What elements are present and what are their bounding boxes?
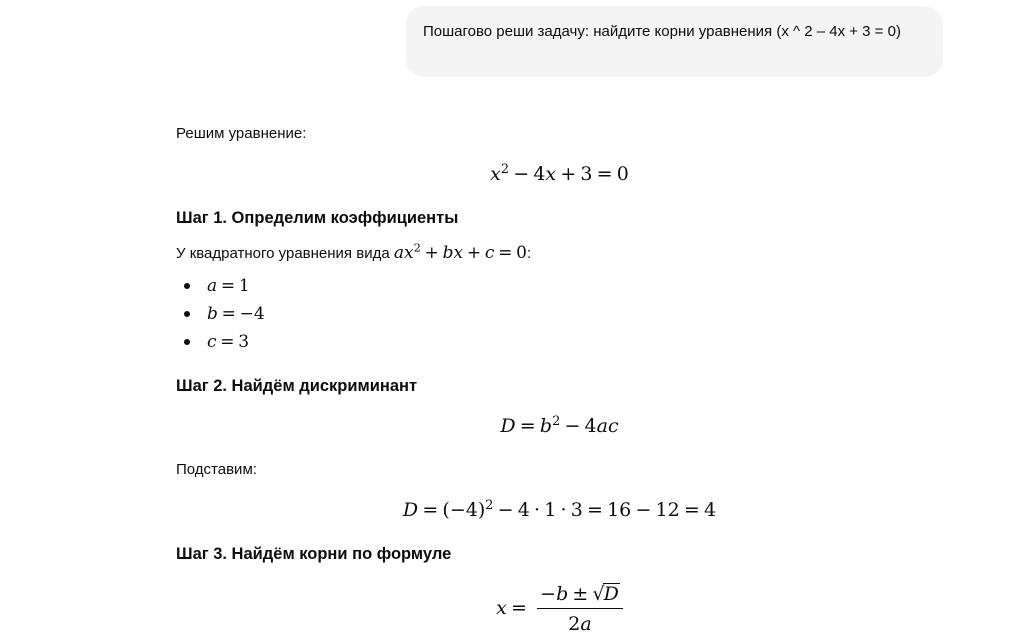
discriminant-calculation: $D = (-4)^2 - 4 \cdot 1 \cdot 3 = 16 - 12 = 4$: [402, 497, 717, 521]
list-item: c = 3: [176, 330, 265, 358]
bullet-icon: [184, 339, 190, 345]
coef-value: 1: [238, 276, 250, 296]
fraction-numerator: −b ± √D: [537, 582, 623, 609]
roots-fraction: [537, 582, 623, 636]
coef-value: −4: [239, 304, 265, 324]
user-message-text: Пошагово реши задачу: найдите корни уравнения (x ^ 2 – 4x + 3 = 0): [423, 23, 901, 40]
main-equation: $x^2 - 4x + 3 = 0$: [490, 161, 629, 185]
step3-heading: Шаг 3. Найдём корни по формуле: [176, 545, 452, 563]
user-message-bubble: [406, 6, 943, 77]
list-item: b = −4: [176, 302, 265, 330]
substitute-label: Подставим:: [176, 461, 257, 478]
general-form-formula: $ax^2$ + bx + c = 0: [393, 240, 527, 263]
intro-text: Решим уравнение:: [176, 125, 307, 142]
coef-name: b: [207, 304, 218, 324]
formula-lhs: x: [496, 597, 507, 619]
step1-heading: Шаг 1. Определим коэффициенты: [176, 209, 459, 227]
coef-value: 3: [238, 332, 250, 352]
step1-text-line: У квадратного уравнения вида $ax^2$ + bx + c = 0:: [176, 240, 532, 263]
fraction-denominator: 2a: [568, 613, 592, 635]
bullet-icon: [184, 311, 190, 317]
step1-text: У квадратного уравнения вида: [176, 245, 390, 262]
bullet-icon: [184, 283, 190, 289]
list-item: a = 1: [176, 274, 265, 302]
coef-name: a: [207, 276, 218, 296]
coef-name: c: [207, 332, 217, 352]
coefficients-list: [176, 274, 265, 358]
step2-heading: Шаг 2. Найдём дискриминант: [176, 377, 418, 395]
discriminant-formula: $D = b^2 - 4ac$: [500, 413, 619, 437]
roots-formula: x = $\frac{-b \pm √D}{2a}$: [176, 582, 943, 636]
